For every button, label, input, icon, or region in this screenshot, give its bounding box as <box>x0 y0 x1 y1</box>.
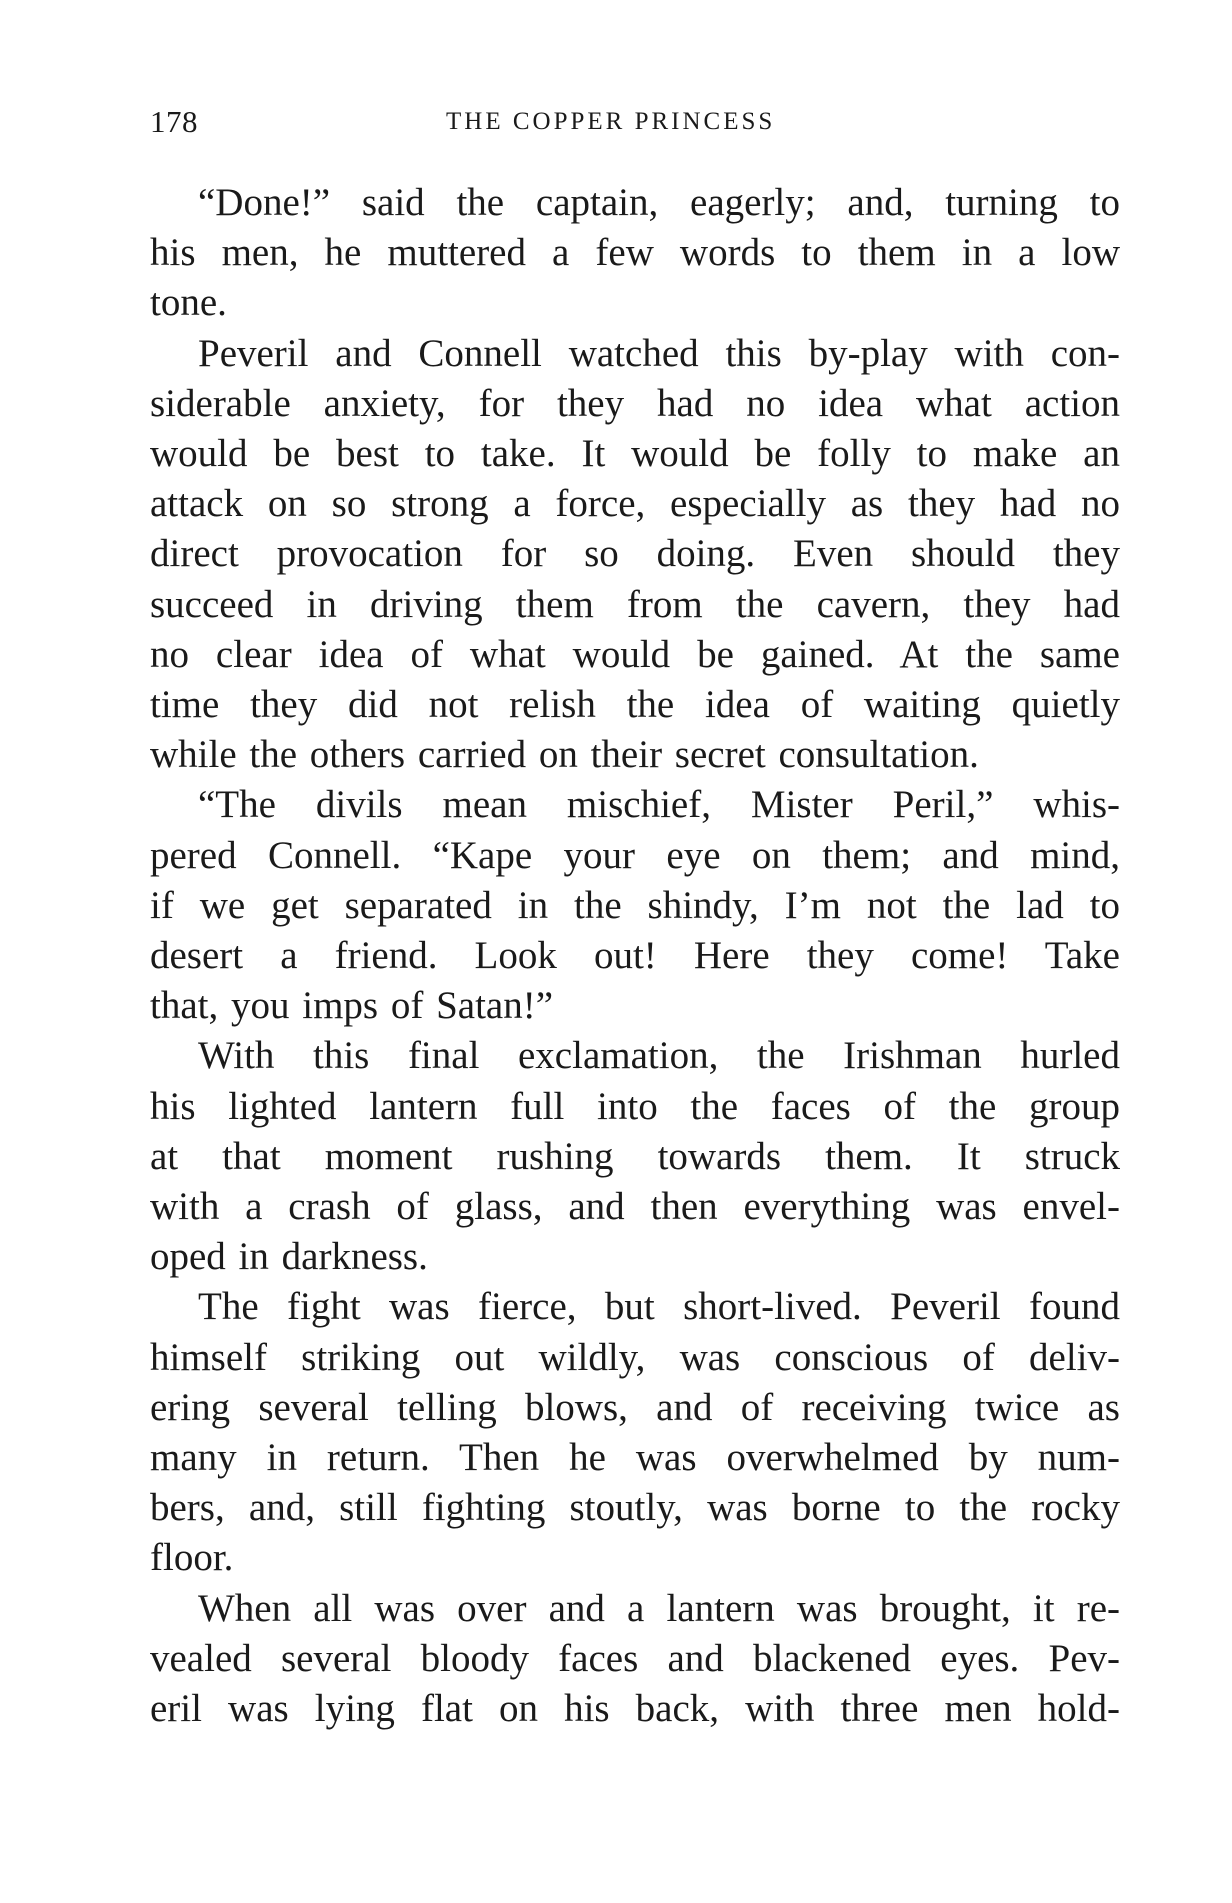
text-line: eril was lying flat on his back, with three men hold- <box>150 1687 1120 1731</box>
text-line: vealed several bloody faces and blackened eyes. Pev- <box>150 1636 1120 1680</box>
text-line: With this final exclamation, the Irishman hurled <box>198 1034 1120 1078</box>
running-title: THE COPPER PRINCESS <box>446 108 776 135</box>
text-line: many in return. Then he was overwhelmed by num- <box>150 1436 1120 1480</box>
text-line: himself striking out wildly, was conscious of deliv- <box>150 1335 1120 1379</box>
paragraph <box>150 1282 1120 1583</box>
text-line: bers, and, still fighting stoutly, was borne to the rocky <box>150 1486 1120 1530</box>
text-line: ering several telling blows, and of receiving twice as <box>150 1385 1120 1429</box>
page-number: 178 <box>150 104 198 139</box>
text-line: floor. <box>150 1536 234 1580</box>
text-line: his lighted lantern full into the faces of the group <box>150 1084 1120 1128</box>
text-line: with a crash of glass, and then everything was envel- <box>150 1185 1120 1229</box>
text-line: “Done!” said the captain, eagerly; and, turning to <box>198 181 1120 224</box>
paragraph <box>150 1031 1120 1282</box>
text-line: that, you imps of Satan!” <box>150 984 554 1028</box>
text-line: “The divils mean mischief, Mister Peril,” whis- <box>198 783 1120 827</box>
text-line: while the others carried on their secret consultation. <box>150 733 979 777</box>
text-line: succeed in driving them from the cavern, they had <box>150 582 1120 626</box>
paragraph <box>150 780 1120 1031</box>
text-line: When all was over and a lantern was brought, it re- <box>198 1586 1120 1630</box>
paragraph <box>150 1584 1120 1735</box>
text-line: attack on so strong a force, especially as they had no <box>150 482 1120 526</box>
paragraph <box>150 178 1120 329</box>
text-line: his men, he muttered a few words to them in a low <box>150 231 1120 275</box>
text-line: at that moment rushing towards them. It struck <box>150 1134 1120 1178</box>
text-line: tone. <box>150 281 227 325</box>
text-line: Peveril and Connell watched this by-play with con- <box>198 331 1120 375</box>
paragraph <box>150 329 1120 781</box>
body-text <box>150 178 1120 1734</box>
text-line: would be best to take. It would be folly to make an <box>150 432 1120 476</box>
text-line: pered Connell. “Kape your eye on them; and mind, <box>150 833 1120 877</box>
text-line: direct provocation for so doing. Even should they <box>150 532 1120 576</box>
text-line: The fight was fierce, but short-lived. Peveril found <box>198 1285 1120 1329</box>
text-line: if we get separated in the shindy, I’m not the lad to <box>150 883 1120 927</box>
page-header <box>150 104 1120 144</box>
text-line: oped in darkness. <box>150 1235 428 1279</box>
text-line: desert a friend. Look out! Here they come! Take <box>150 934 1120 978</box>
text-line: no clear idea of what would be gained. At the same <box>150 632 1120 676</box>
text-line: siderable anxiety, for they had no idea what action <box>150 381 1120 425</box>
text-line: time they did not relish the idea of waiting quietly <box>150 683 1120 727</box>
